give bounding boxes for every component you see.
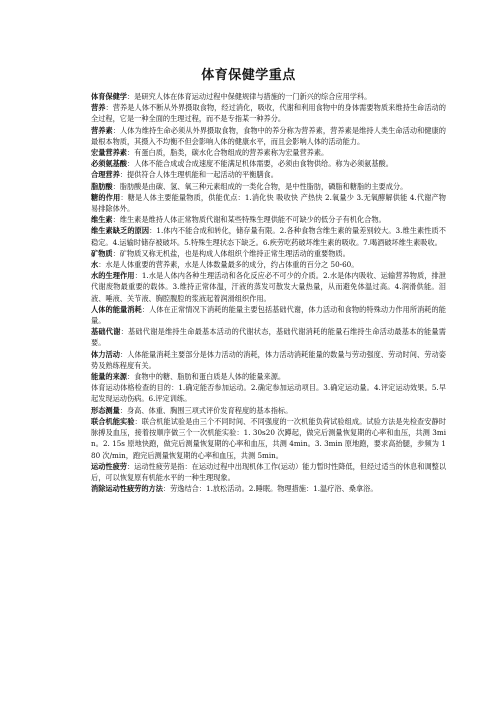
definition-paragraph	[91, 349, 446, 371]
definition-text: ：1.水是人体内各种生理活动和各化反应必不可少的介质。2.水是体内吸收、运输营养物质，排泄代谢废物最重要的载体。3.维持正常体温，汗液的蒸发可散发大量热量，从而避免体温过高。4.润滑供能。泪液、唾液、关节液、胸腔腹腔的浆液起着润滑组织作用。	[91, 271, 446, 303]
definition-text: ：维生素是维持人体正常物质代谢和某些特殊生理供能不可缺少的低分子有机化合物。	[112, 215, 386, 225]
definition-term: 宏量营养素	[91, 148, 127, 158]
definition-paragraph	[91, 125, 446, 147]
definition-paragraph	[91, 192, 446, 214]
definition-text: ：人体在正常情况下消耗的能量主要包括基础代谢，体力活动和食物的特殊动力作用所消耗的能量。	[91, 304, 446, 326]
definition-text: ：基础代谢是维持生命最基本活动的代谢状态，基础代谢消耗的能量石维持生命活动最基本的能量需要。	[91, 327, 446, 348]
definition-text: ：糖是人体主要能量物质，供能优点：1.消化快 吸收快 产热快 2.氧量少 3.无氧酵解供能 4.代谢产物易排除体外。	[91, 192, 446, 214]
definition-term: 维生素缺乏的原因	[91, 226, 150, 236]
definition-term: 糖的作用	[91, 192, 121, 202]
definition-term: 消除运动性疲劳的方法	[91, 484, 163, 494]
definition-text: ：是研究人体在体育运动过程中保健规律与措施的一门新兴的综合应用学科。	[126, 92, 372, 101]
definition-term: 营养素	[91, 125, 113, 135]
definition-term: 维生素	[91, 215, 113, 225]
definition-paragraph	[91, 270, 446, 304]
definition-text: ：运动性疲劳是指：在运动过程中出现机体工作(运动）能力暂时性降低，但经过适当的休息和调整以后，可以恢复原有机能水平的一种生理现象。	[91, 461, 447, 482]
definition-term: 水	[91, 260, 99, 270]
definition-paragraph	[91, 102, 446, 124]
definition-text: ：身高、体重、胸围三项式评价发育程度的基本指标。	[119, 405, 293, 415]
definition-term: 营养	[91, 103, 106, 113]
definition-paragraph	[91, 214, 446, 225]
definition-text: ：人体不能合成或合成速度不能满足机体需要，必须由食物供给。称为必须氨基酸。	[126, 159, 393, 169]
definition-term: 水的生理作用	[91, 271, 135, 281]
definition-paragraph	[91, 405, 446, 416]
definition-term: 联合机能实验	[91, 416, 135, 426]
definition-term: 运动性疲劳	[91, 461, 127, 471]
definition-text: ：食物中的糖、脂肪和蛋白质是人体的能量来源。	[126, 372, 286, 382]
definition-paragraph	[91, 304, 446, 326]
definition-paragraph	[91, 483, 446, 494]
definition-term: 基础代谢	[91, 327, 121, 337]
definition-paragraph	[91, 181, 446, 192]
definition-paragraph	[91, 158, 446, 169]
definition-paragraph	[91, 416, 446, 461]
definition-paragraph	[91, 371, 446, 382]
definition-text: ：水是人体重要的营养素，水是人体数量最多的成分，约占体重的百分之 50-60。	[98, 260, 359, 270]
definition-term: 体育保健学	[91, 92, 127, 101]
definition-term: 合理营养	[91, 170, 120, 180]
definition-paragraph	[91, 259, 446, 270]
definition-term: 形态测量	[91, 405, 120, 415]
definition-text: ：人体为维持生命必须从外界摄取食物，食物中的养分称为营养素，营养素是维持人类生命活动和健康的最根本物质，其摄入不均衡不但会影响人体的健康水平，而且会影响人体的活动能力。	[91, 125, 446, 146]
definition-term: 必须氨基酸	[91, 159, 127, 169]
definition-text: ：有蛋白质，脂类，碳水化合物组成的营养素称为宏量营养素。	[126, 148, 329, 158]
definition-text: ：提供符合人体生理机能和一起活动的平衡膳食。	[119, 170, 278, 180]
definition-paragraph	[91, 248, 446, 259]
definition-paragraph	[91, 147, 446, 158]
definition-text: ：1.体内不能合成和转化，储存量有限。2.各种食物含维生素的量差别较大。3.维生素性质不稳定。4.运输时储存被破坏。5.特殊生理状态下缺乏。6.疾劳吃药破坏维生素的吸收。7.喝酒破坏维生素吸收。	[91, 226, 446, 247]
definition-text: ：脂肪酸是由碳、氢、氧三种元素组成的一类化合物，是中性脂肪，磷脂和糖脂的主要成分。	[112, 181, 408, 191]
page-title: 体育保健学重点	[201, 68, 296, 83]
definition-term: 矿物质	[91, 248, 113, 258]
definition-text: 体育运动体格检查的目的：1.确定能否参加运动。2.确定参加运动项目。3.确定运动量。4.评定运动效果。5.早起发现运动伤病。6.评定训练。	[91, 383, 446, 404]
definition-text: ：联合机能试验是由三个不同时间、不同强度的一次机能负荷试验组成。试验方法是先检查安静时脉搏及血压，接着按顺序做三个一次机能实验：1. 30s20 次蹲起，做完后测量恢复期的心率和血压，共测 3min。2. 15s 原地快跑，做完后测量恢复期的心率和血压，共测 4min。3. 3min 原地跑，要求高抬腿，步频为 180 次/min，跑完后测量恢复期的心率和血压，共测 5min。	[91, 416, 446, 460]
definition-paragraph	[91, 169, 446, 180]
definition-term: 能量的来源	[91, 372, 127, 382]
definition-paragraph	[91, 225, 446, 247]
definition-term: 人体的能量消耗	[91, 304, 142, 314]
definition-text: ：营养是人体不断从外界摄取食物，经过消化，吸收，代谢和利用食物中的身体需要物质来维持生命活动的全过程，它是一种全面的生理过程，而不是专指某一种养分。	[91, 103, 446, 124]
definition-text: ：劳逸结合：1.放松活动。2.睡眠。物理措施：1.温疗浴、桑拿浴。	[162, 484, 378, 494]
document-body	[91, 91, 446, 494]
definition-paragraph	[91, 461, 446, 483]
definition-term: 体力活动	[91, 349, 120, 359]
definition-paragraph	[91, 382, 446, 404]
definition-paragraph	[91, 326, 446, 348]
definition-paragraph	[91, 91, 446, 102]
definition-text: ：矿物质又称无机盐，也是构成人体组织个维持正常生理活动的重要物质。	[112, 248, 350, 258]
definition-text: ：人体能量消耗主要部分是体力活动的消耗，体力活动消耗能量的数量与劳动强度、劳动时间、劳动姿势及熟练程度有关。	[91, 349, 446, 370]
definition-term: 脂肪酸	[91, 181, 113, 191]
